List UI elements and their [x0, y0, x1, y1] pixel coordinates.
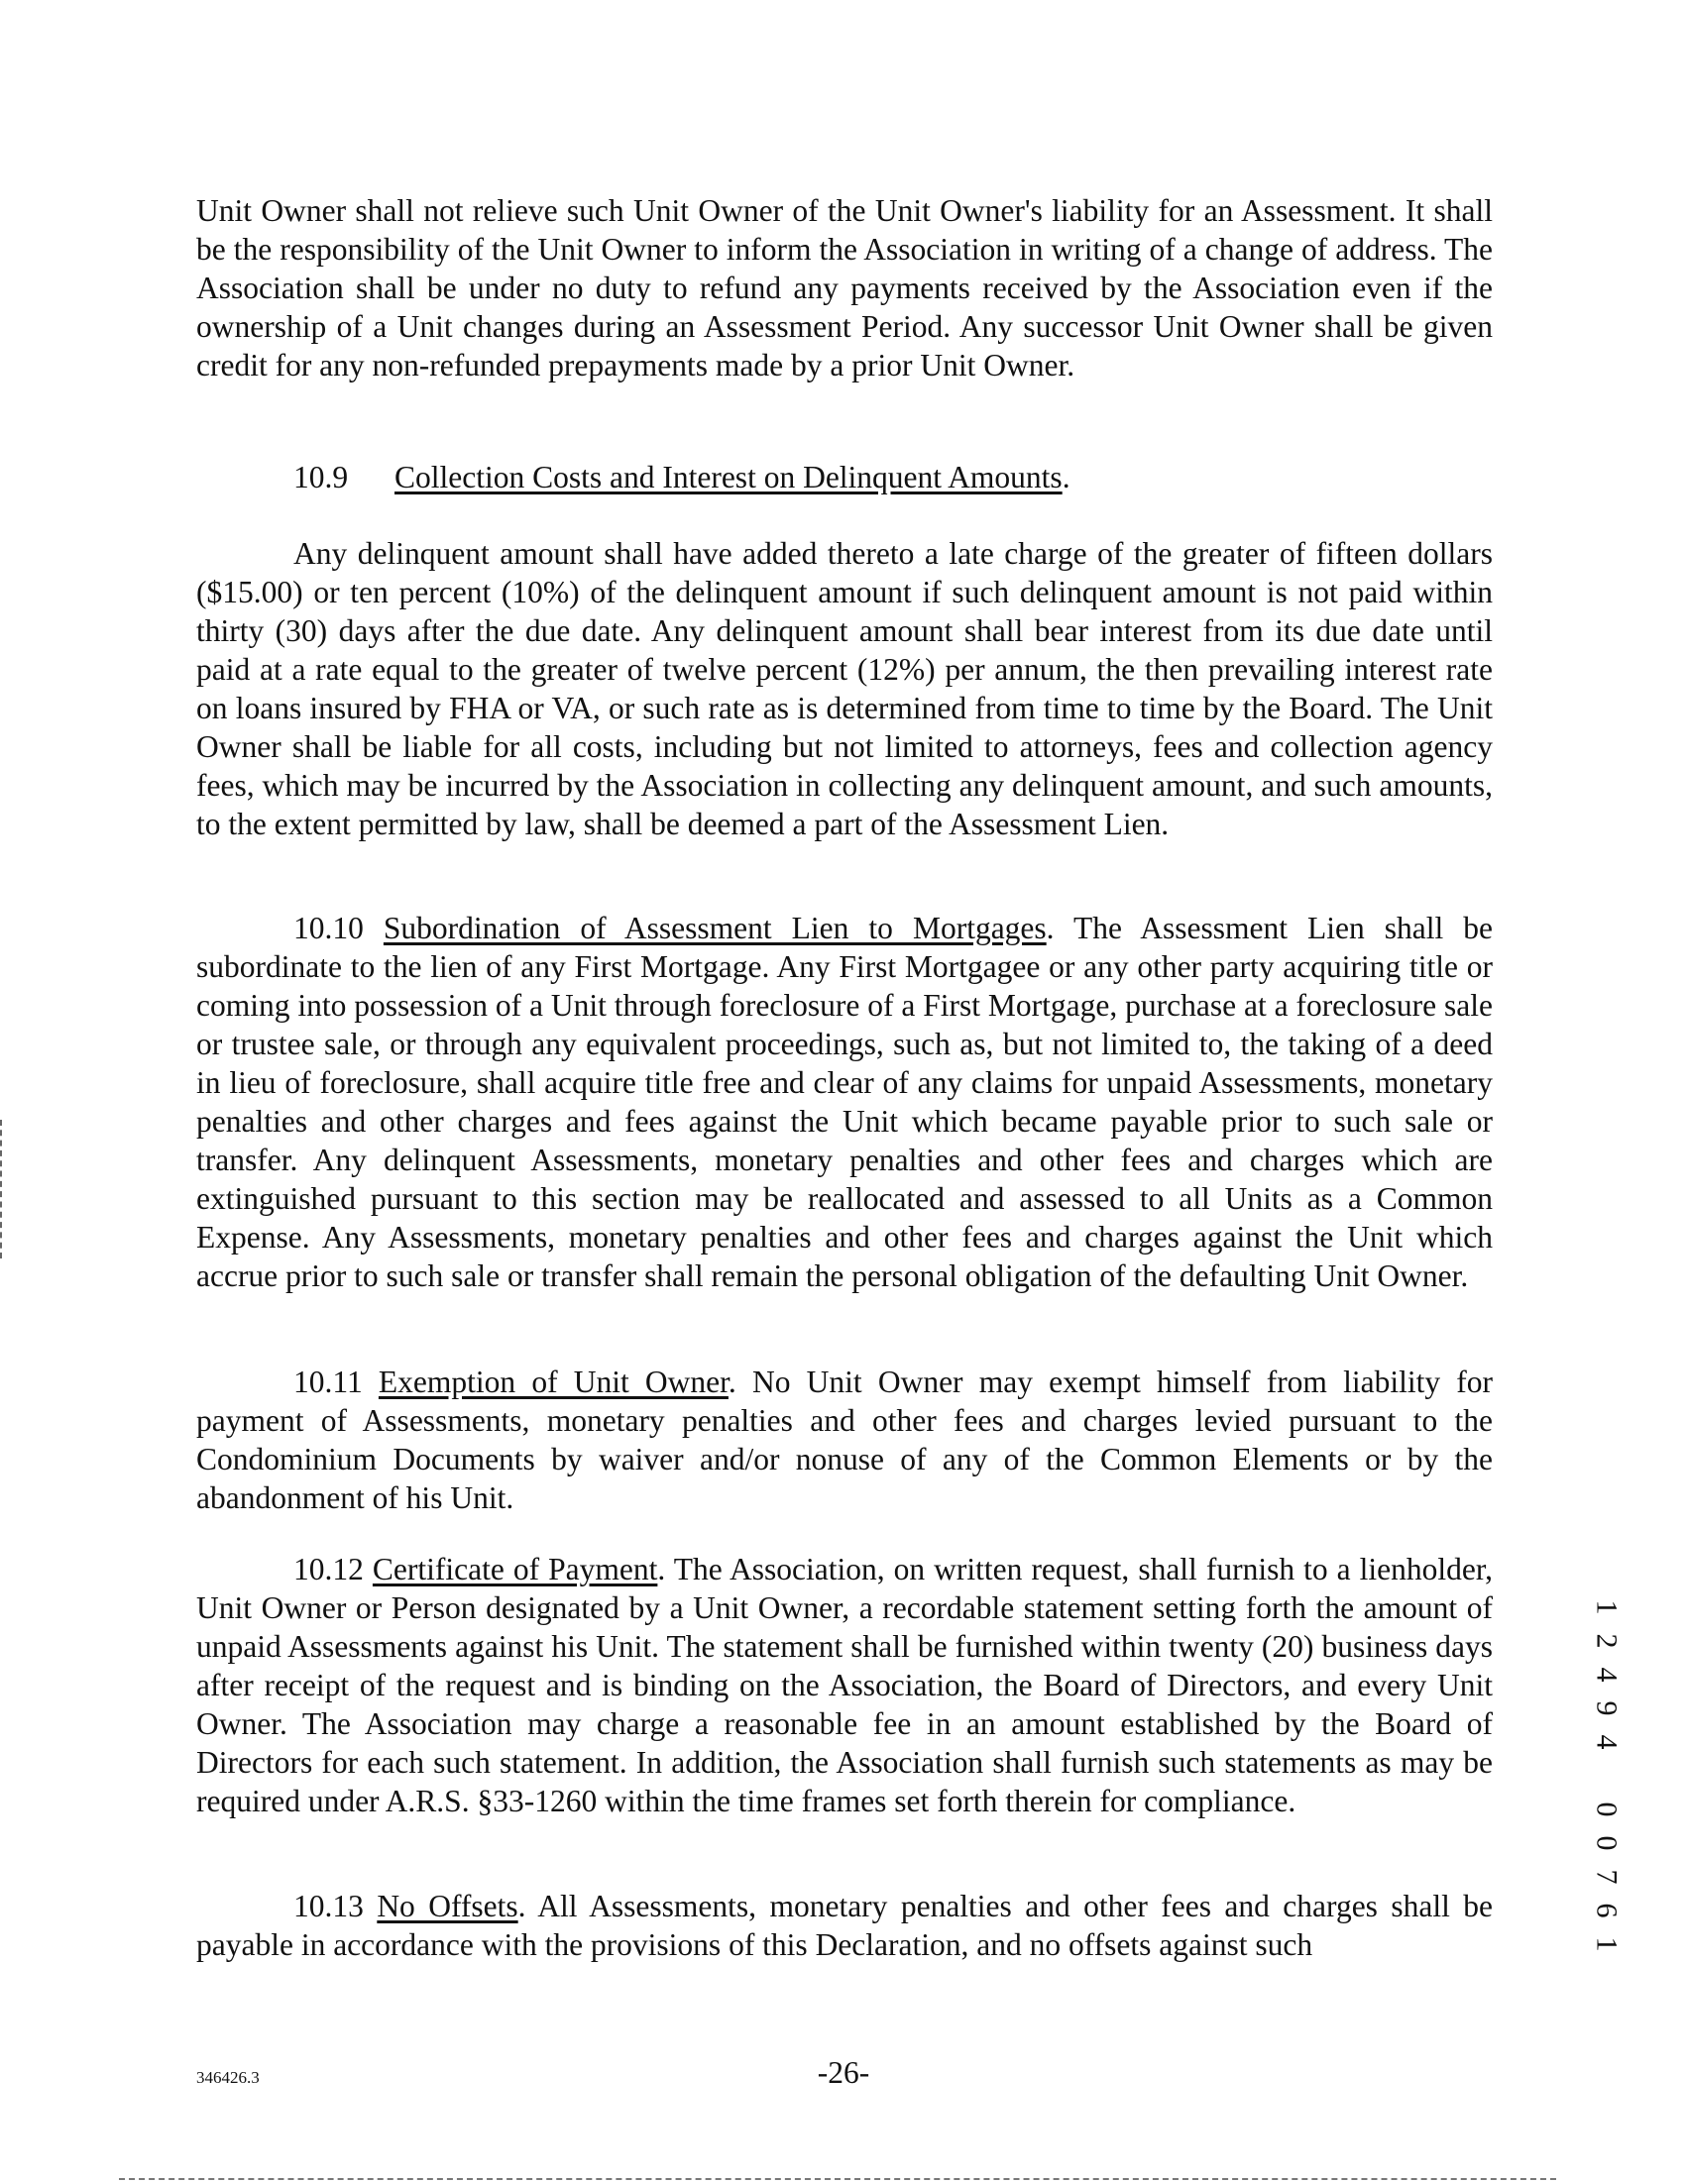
section-10-9-heading [293, 458, 1070, 496]
section-title: Certificate of Payment [372, 1552, 658, 1586]
section-10-13: 10.13 No Offsets. All Assessments, monetary penalties and other fees and charges shall be payable in accordance with the provisions of this Declaration, and no offsets against such [196, 1889, 1494, 1962]
section-number: 10.10 [293, 911, 364, 945]
paragraph-continuation: Unit Owner shall not relieve such Unit Owner of the Unit Owner's liability for an Assessment. It shall be the responsibility of the Unit Owner to inform the Association in writing of a change of address. The Association shall be under no duty to refund any payments received by the Association even if the ownership of a Unit changes during an Assessment Period. Any successor Unit Owner shall be given credit for any non-refunded prepayments made by a prior Unit Owner. [196, 193, 1493, 382]
stamp-digit: 0 [1590, 1835, 1623, 1851]
section-number: 10.9 [293, 460, 349, 494]
section-title: Subordination of Assessment Lien to Mortgages [383, 911, 1047, 945]
section-title: No Offsets [377, 1889, 518, 1923]
stamp-digit: 1 [1590, 1599, 1623, 1615]
heading-period: . [1062, 460, 1070, 494]
stamp-digit: 2 [1590, 1633, 1623, 1649]
section-10-9-body: Any delinquent amount shall have added thereto a late charge of the greater of fifteen dollars ($15.00) or ten percent (10%) of the delinquent amount if such delinquent amount is not paid within thirty (30) days after the due date. Any delinquent amount shall bear interest from its due date until paid at a rate equal to the greater of twelve percent (12%) per annum, the then prevailing interest rate on loans insured by FHA or VA, or such rate as is determined from time to time by the Board. The Unit Owner shall be liable for all costs, including but not limited to attorneys, fees and collection agency fees, which may be incurred by the Association in collecting any delinquent amount, and such amounts, to the extent permitted by law, shall be deemed a part of the Assessment Lien. [196, 536, 1493, 841]
stamp-digit: 0 [1590, 1802, 1623, 1817]
section-10-12: 10.12 Certificate of Payment. The Association, on written request, shall furnish to a lienholder, Unit Owner or Person designated by a Unit Owner, a recordable statement setting forth the amount of unpaid Assessments against his Unit. The statement shall be furnished within twenty (20) business days after receipt of the request and is binding on the Association, the Board of Directors, and every Unit Owner. The Association may charge a reasonable fee in an amount established by the Board of Directors for each such statement. In addition, the Association shall furnish such statements as may be required under A.R.S. §33-1260 within the time frames set forth therein for compliance. [196, 1552, 1493, 1818]
stamp-digit: 4 [1590, 1734, 1623, 1750]
section-10-10: 10.10 Subordination of Assessment Lien to Mortgages. The Assessment Lien shall be subordinate to the lien of any First Mortgage. Any First Mortgagee or any other party acquiring title or coming into possession of a Unit through foreclosure of a First Mortgage, purchase at a foreclosure sale or trustee sale, or through any equivalent proceedings, such as, but not limited to, the taking of a deed in lieu of foreclosure, shall acquire title free and clear of any claims for unpaid Assessments, monetary penalties and other charges and fees against the Unit which became payable prior to such sale or transfer. Any delinquent Assessments, monetary penalties and other fees and charges which are extinguished pursuant to this section may be reallocated and assessed to all Units as a Common Expense. Any Assessments, monetary penalties and other fees and charges against the Unit which accrue prior to such sale or transfer shall remain the personal obligation of the defaulting Unit Owner. [196, 911, 1493, 1293]
stamp-digit: 9 [1590, 1700, 1623, 1716]
section-title: Collection Costs and Interest on Delinquent Amounts [394, 460, 1063, 494]
section-number: 10.11 [293, 1365, 363, 1399]
document-id: 346426.3 [196, 2068, 260, 2087]
section-10-11: 10.11 Exemption of Unit Owner. No Unit Owner may exempt himself from liability for payment of Assessments, monetary penalties and other fees and charges levied pursuant to the Condominium Documents by waiver and/or nonuse of any of the Common Elements or by the abandonment of his Unit. [196, 1365, 1494, 1515]
stamp-digit: 6 [1590, 1903, 1623, 1918]
section-title: Exemption of Unit Owner [378, 1365, 729, 1399]
stamp-digit: 7 [1590, 1869, 1623, 1885]
section-body: No Unit Owner may exempt himself from liability for payment of Assessments, monetary penalties and other fees and charges levied pursuant to the Condominium Documents by waiver and/or nonuse of any of the Common Elements or by the abandonment of his Unit. [196, 1365, 1494, 1515]
stamp-digit: 1 [1590, 1936, 1623, 1952]
scan-bottom-edge [119, 2178, 1556, 2180]
recording-number-stamp [1591, 1590, 1621, 1961]
page-number: -26- [817, 2055, 870, 2090]
section-body: All Assessments, monetary penalties and other fees and charges shall be payable in accordance with the provisions of this Declaration, and no offsets against such [196, 1889, 1494, 1962]
section-body: The Assessment Lien shall be subordinate to the lien of any First Mortgage. Any First Mortgagee or any other party acquiring title or coming into possession of a Unit through foreclosure of a First Mortgage, purchase at a foreclosure sale or trustee sale, or through any equivalent proceedings, such as, but not limited to, the taking of a deed in lieu of foreclosure, shall acquire title free and clear of any claims for unpaid Assessments, monetary penalties and other charges and fees against the Unit which became payable prior to such sale or transfer. Any delinquent Assessments, monetary penalties and other fees and charges which are extinguished pursuant to this section may be reallocated and assessed to all Units as a Common Expense. Any Assessments, monetary penalties and other fees and charges against the Unit which accrue prior to such sale or transfer shall remain the personal obligation of the defaulting Unit Owner. [196, 911, 1493, 1293]
stamp-digit: 4 [1590, 1667, 1623, 1683]
scan-edge-mark [0, 1120, 5, 1258]
section-body: The Association, on written request, shall furnish to a lienholder, Unit Owner or Person designated by a Unit Owner, a recordable statement setting forth the amount of unpaid Assessments against his Unit. The statement shall be furnished within twenty (20) business days after receipt of the request and is binding on the Association, the Board of Directors, and every Unit Owner. The Association may charge a reasonable fee in an amount established by the Board of Directors for each such statement. In addition, the Association shall furnish such statements as may be required under A.R.S. §33-1260 within the time frames set forth therein for compliance. [196, 1552, 1493, 1818]
section-number: 10.12 [293, 1552, 364, 1586]
section-number: 10.13 [293, 1889, 364, 1923]
